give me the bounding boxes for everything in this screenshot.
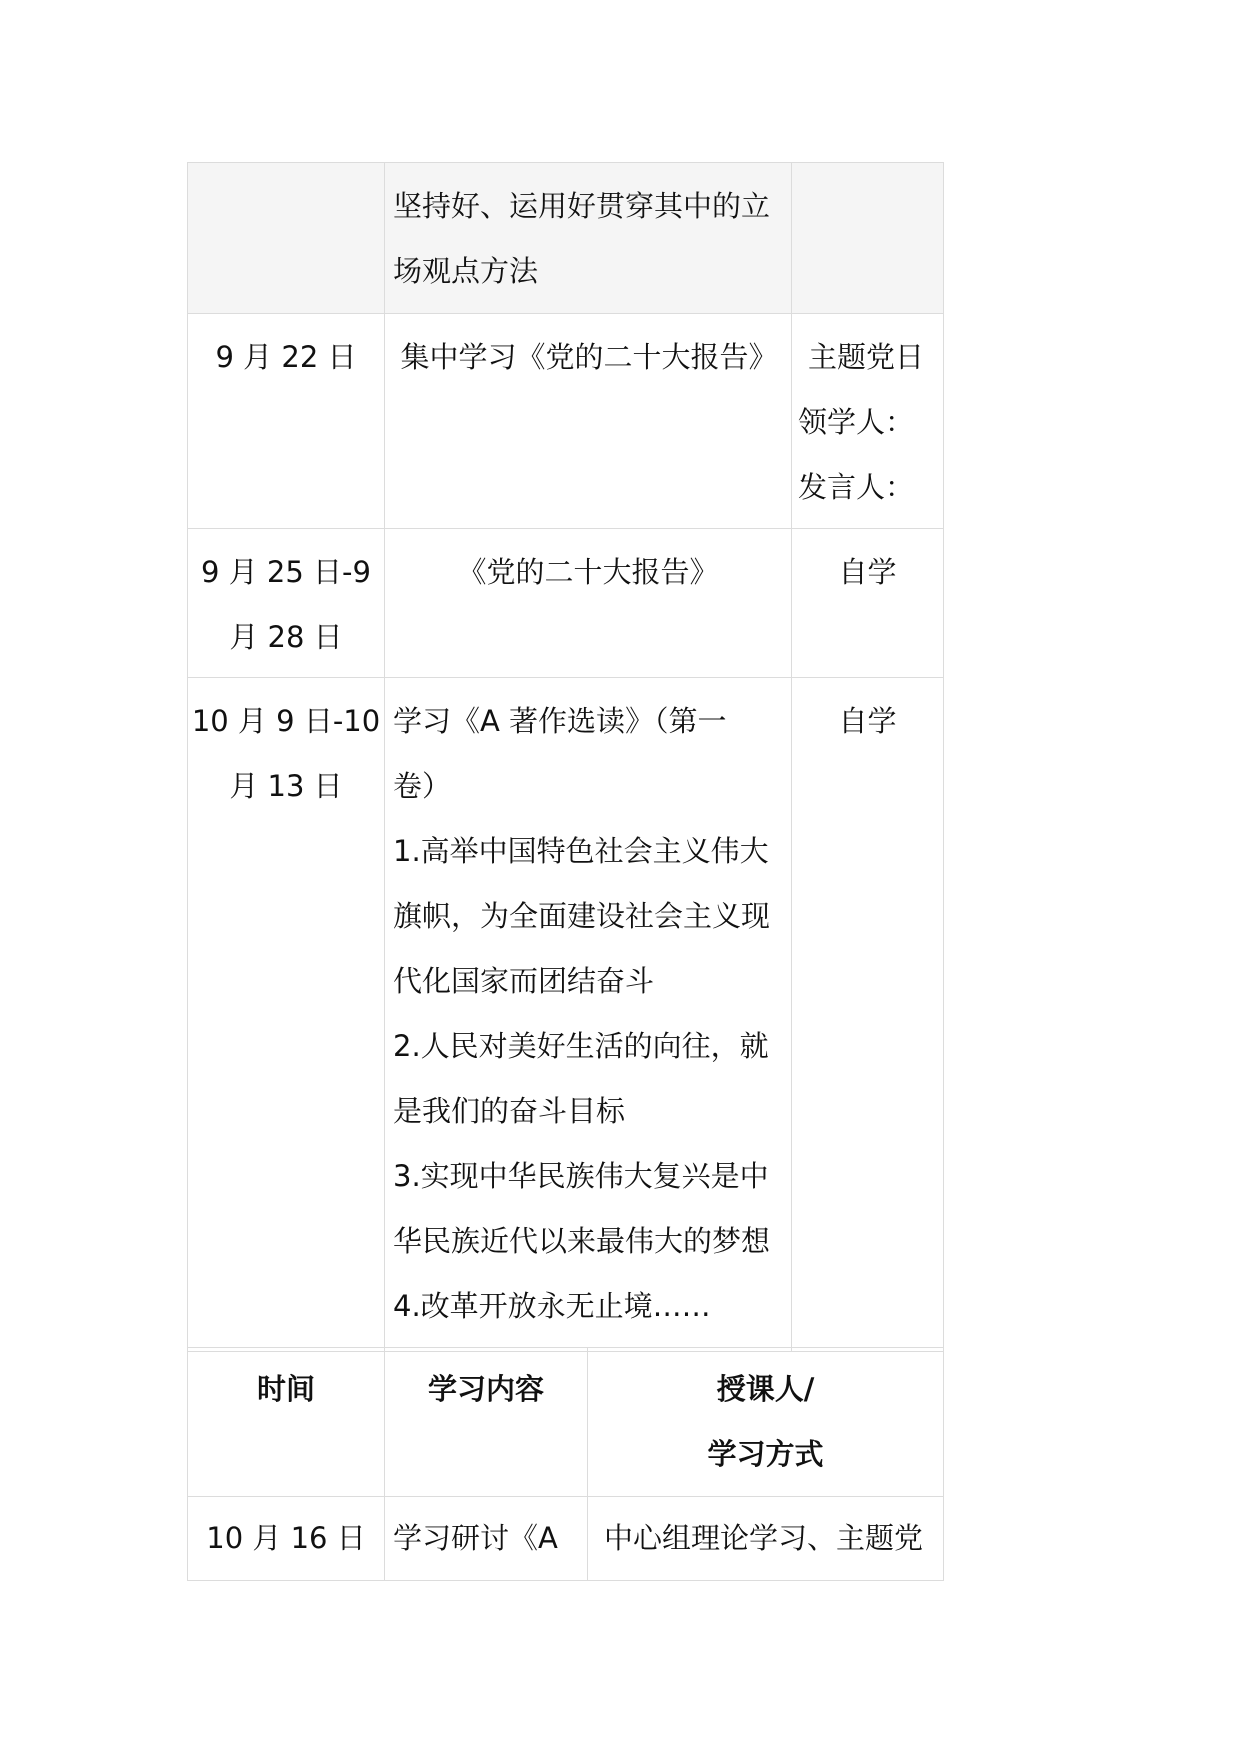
method-cell	[792, 163, 944, 314]
study-schedule-table-continued	[187, 162, 944, 1352]
table-header-row	[188, 1348, 944, 1497]
date-cell	[188, 529, 385, 678]
study-schedule-table	[187, 1347, 944, 1581]
method-line: 自学	[838, 704, 897, 738]
date-line: 月 13 日	[229, 769, 343, 803]
date-cell: 10 月 16 日	[188, 1497, 385, 1581]
content-line: 是我们的奋斗目标	[393, 1094, 626, 1128]
content-line: 旗帜，为全面建设社会主义现	[393, 899, 771, 933]
content-line: 卷）	[393, 769, 452, 803]
content-cell	[385, 529, 792, 678]
content-line: 场观点方法	[393, 254, 539, 288]
content-line: 1.高举中国特色社会主义伟大	[393, 834, 769, 868]
content-line: 学习《A 著作选读》（第一	[393, 704, 727, 738]
date-cell	[188, 678, 385, 1352]
method-line: 主题党日	[808, 340, 925, 374]
date-line: 9 月 22 日	[215, 340, 357, 374]
header-method	[588, 1348, 944, 1497]
content-line: 华民族近代以来最伟大的梦想	[393, 1224, 771, 1258]
method-line: 发言人：	[798, 470, 915, 504]
method-cell	[792, 529, 944, 678]
content-cell: 学习研讨《A	[385, 1497, 588, 1581]
header-method-line: 学习方式	[707, 1437, 824, 1471]
content-line: 代化国家而团结奋斗	[393, 964, 655, 998]
table-row	[188, 529, 944, 678]
header-content: 学习内容	[385, 1348, 588, 1497]
content-line: 3.实现中华民族伟大复兴是中	[393, 1159, 769, 1193]
table-row	[188, 1497, 944, 1581]
content-line: 4.改革开放永无止境……	[393, 1289, 711, 1323]
content-line: 《党的二十大报告》	[457, 555, 719, 589]
content-cell	[385, 314, 792, 529]
date-cell	[188, 163, 385, 314]
table-row	[188, 678, 944, 1352]
table-row	[188, 314, 944, 529]
date-line: 月 28 日	[229, 620, 343, 654]
date-cell	[188, 314, 385, 529]
content-cell	[385, 678, 792, 1352]
method-line: 自学	[838, 555, 897, 589]
date-line: 9 月 25 日-9	[201, 555, 371, 589]
content-cell	[385, 163, 792, 314]
method-cell	[792, 678, 944, 1352]
method-cell	[792, 314, 944, 529]
method-line: 领学人：	[798, 405, 915, 439]
method-cell: 中心组理论学习、主题党	[588, 1497, 944, 1581]
content-line: 坚持好、运用好贯穿其中的立	[393, 189, 771, 223]
table-row	[188, 163, 944, 314]
content-line: 2.人民对美好生活的向往，就	[393, 1029, 769, 1063]
header-method-line: 授课人/	[716, 1372, 815, 1406]
content-line: 集中学习《党的二十大报告》	[400, 340, 778, 374]
header-time: 时间	[188, 1348, 385, 1497]
date-line: 10 月 9 日-10	[191, 704, 381, 738]
